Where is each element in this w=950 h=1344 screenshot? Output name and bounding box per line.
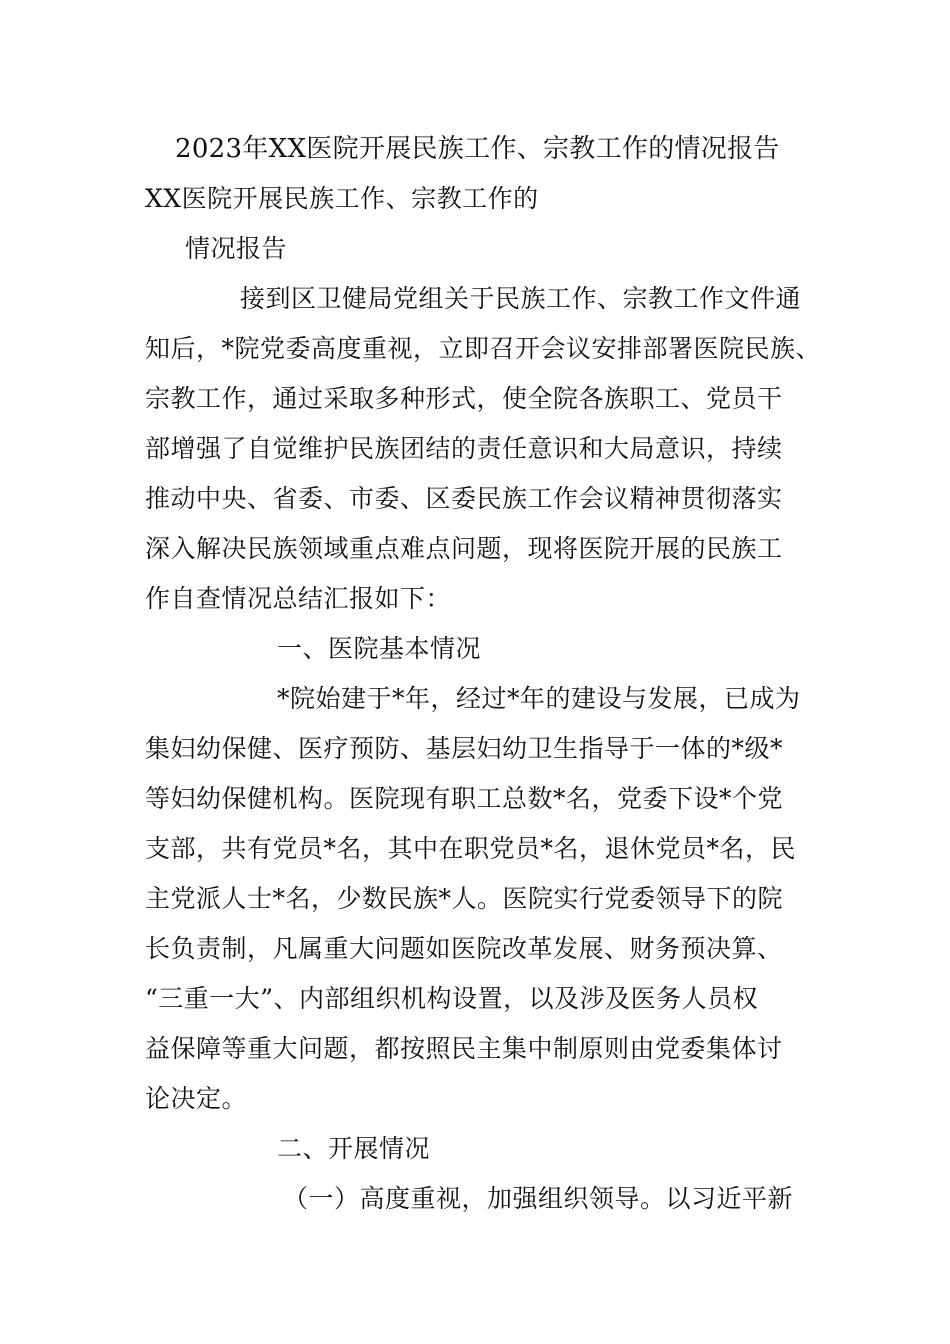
section-1-line: 支部，共有党员*名，其中在职党员*名，退休党员*名，民 [145, 834, 797, 863]
section-1-line: 等妇幼保健机构。医院现有职工总数*名，党委下设*个党 [145, 784, 784, 813]
document-title: 2023年XX医院开展民族工作、宗教工作的情况报告 [175, 134, 780, 164]
section-1-line: 主党派人士*名，少数民族*人。医院实行党委领导下的院 [145, 884, 784, 913]
section-1-line: “三重一大”、内部组织机构设置，以及涉及医务人员权 [145, 984, 759, 1013]
section-1-line: *院始建于*年，经过*年的建设与发展，已成为 [277, 684, 801, 713]
subtitle-line-2: 情况报告 [185, 234, 288, 263]
section-1-line: 集妇幼保健、医疗预防、基层妇幼卫生指导于一体的*级* [145, 734, 784, 763]
intro-line: 深入解决民族领域重点难点问题，现将医院开展的民族工 [145, 534, 783, 563]
intro-line: 部增强了自觉维护民族团结的责任意识和大局意识，持续 [145, 434, 783, 463]
intro-line: 宗教工作，通过采取多种形式，使全院各族职工、党员干 [145, 384, 783, 413]
section-1-line: 益保障等重大问题，都按照民主集中制原则由党委集体讨 [145, 1034, 783, 1063]
section-2-subheading: （一）高度重视，加强组织领导。以习近平新 [283, 1184, 794, 1213]
section-1-heading: 一、医院基本情况 [277, 634, 482, 663]
intro-line: 作自查情况总结汇报如下： [145, 584, 452, 613]
intro-line: 推动中央、省委、市委、区委民族工作会议精神贯彻落实 [145, 484, 783, 513]
intro-line: 知后，*院党委高度重视，立即召开会议安排部署医院民族、 [145, 334, 822, 363]
subtitle-line-1: XX医院开展民族工作、宗教工作的 [145, 184, 539, 213]
section-2-heading: 二、开展情况 [277, 1134, 431, 1163]
section-1-line: 长负责制，凡属重大问题如医院改革发展、财务预决算、 [145, 934, 783, 963]
section-1-line: 论决定。 [145, 1084, 248, 1113]
intro-line: 接到区卫健局党组关于民族工作、宗教工作文件通 [240, 284, 802, 313]
